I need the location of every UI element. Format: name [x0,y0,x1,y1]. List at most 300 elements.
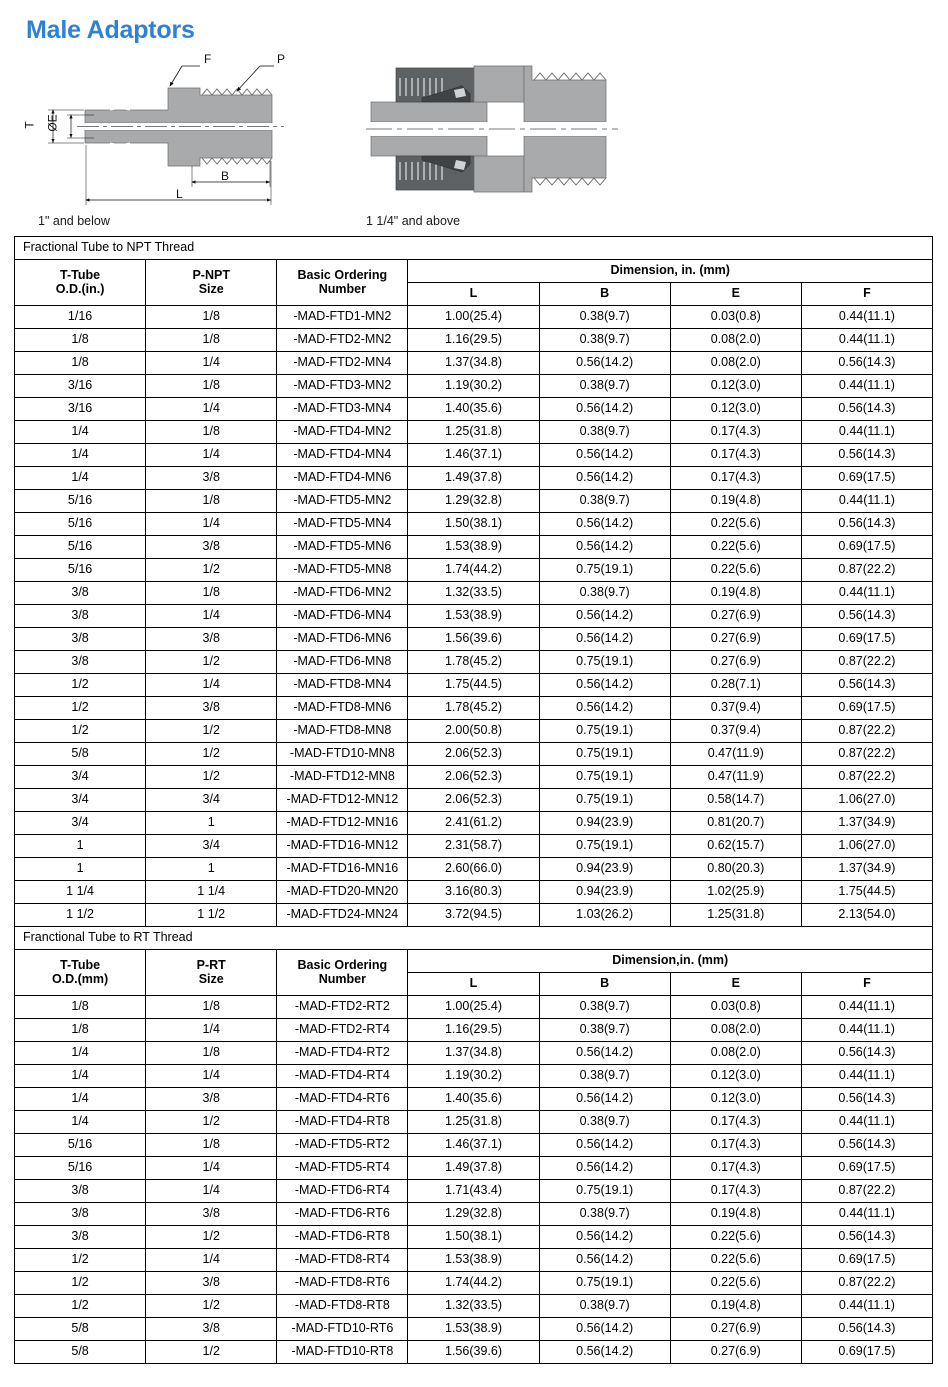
table-cell: 1.37(34.8) [408,1042,539,1065]
column-header-line2: O.D.(mm) [51,971,109,986]
section-title: Fractional Tube to NPT Thread [15,237,933,260]
column-header-line2: Size [198,971,224,986]
table-cell: 0.75(19.1) [539,789,670,812]
column-header-col0 [15,260,146,306]
table-cell: 1/4 [15,467,146,490]
table-cell: 1.46(37.1) [408,444,539,467]
table-cell: 0.56(14.2) [539,1249,670,1272]
table-cell: 3/8 [15,628,146,651]
table-cell: 1.56(39.6) [408,1341,539,1364]
table-cell: -MAD-FTD5-RT4 [277,1157,408,1180]
table-cell: -MAD-FTD5-MN4 [277,513,408,536]
table-cell: 1.06(27.0) [801,835,932,858]
table-row [15,1226,933,1249]
table-cell: 1/4 [146,1157,277,1180]
column-header-line2: Number [318,281,366,296]
table-cell: 1.03(26.2) [539,904,670,927]
table-cell: 3/4 [15,812,146,835]
table-row [15,490,933,513]
table-cell: 1.25(31.8) [408,421,539,444]
column-header-col0 [15,950,146,996]
drawing-label-f: F [204,52,212,66]
table-cell: -MAD-FTD12-MN16 [277,812,408,835]
table-cell: 0.08(2.0) [670,1042,801,1065]
table-cell: 1.32(33.5) [408,582,539,605]
table-cell: 0.38(9.7) [539,375,670,398]
table-cell: 1/4 [146,513,277,536]
column-header-col1 [146,950,277,996]
table-cell: 3/8 [15,1203,146,1226]
table-cell: 1.16(29.5) [408,1019,539,1042]
table-cell: 1.78(45.2) [408,651,539,674]
table-cell: 0.75(19.1) [539,559,670,582]
table-cell: 1/2 [146,743,277,766]
table-cell: 0.69(17.5) [801,697,932,720]
table-cell: 0.56(14.2) [539,352,670,375]
section-title: Franctional Tube to RT Thread [15,927,933,950]
table-cell: 0.56(14.2) [539,1157,670,1180]
column-header-line2: Number [318,971,366,986]
table-cell: 0.75(19.1) [539,1180,670,1203]
section-title-row [15,927,933,950]
table-cell: 0.22(5.6) [670,559,801,582]
table-cell: 1.40(35.6) [408,1088,539,1111]
table-row [15,306,933,329]
table-cell: 1/2 [146,1341,277,1364]
table-row [15,444,933,467]
table-cell: 5/16 [15,513,146,536]
table-cell: 1/4 [15,444,146,467]
table-cell: -MAD-FTD4-RT6 [277,1088,408,1111]
table-cell: 0.17(4.3) [670,467,801,490]
table-cell: 0.38(9.7) [539,421,670,444]
table-cell: -MAD-FTD10-RT8 [277,1341,408,1364]
table-cell: 0.47(11.9) [670,766,801,789]
table-cell: 1.75(44.5) [801,881,932,904]
table-cell: -MAD-FTD6-MN6 [277,628,408,651]
table-cell: 1.53(38.9) [408,1318,539,1341]
table-cell: 0.38(9.7) [539,1111,670,1134]
table-row [15,996,933,1019]
table-cell: 0.56(14.2) [539,444,670,467]
table-cell: 1/8 [146,375,277,398]
column-header-line1: Basic Ordering [297,958,388,973]
table-cell: 0.44(11.1) [801,1295,932,1318]
table-cell: 5/16 [15,490,146,513]
table-cell: 0.56(14.2) [539,1042,670,1065]
table-row [15,812,933,835]
table-cell: -MAD-FTD5-MN8 [277,559,408,582]
table-cell: -MAD-FTD5-MN2 [277,490,408,513]
table-cell: 0.56(14.3) [801,605,932,628]
table-cell: 1.37(34.9) [801,858,932,881]
table-cell: -MAD-FTD1-MN2 [277,306,408,329]
male-adaptor-drawing-large [366,50,626,210]
column-header-line1: P-RT [196,958,226,973]
table-row [15,513,933,536]
table-row [15,1295,933,1318]
table-row [15,766,933,789]
table-cell: 1/4 [15,421,146,444]
table-cell: 0.87(22.2) [801,766,932,789]
table-cell: 1/8 [146,582,277,605]
table-cell: 0.56(14.2) [539,1134,670,1157]
table-cell: 0.56(14.3) [801,444,932,467]
table-row [15,1203,933,1226]
table-cell: 0.75(19.1) [539,1272,670,1295]
table-cell: 3/8 [146,1318,277,1341]
table-cell: 0.56(14.2) [539,398,670,421]
table-cell: 0.75(19.1) [539,743,670,766]
table-cell: 2.06(52.3) [408,789,539,812]
table-cell: 2.06(52.3) [408,743,539,766]
table-cell: -MAD-FTD8-RT4 [277,1249,408,1272]
table-row [15,697,933,720]
table-cell: -MAD-FTD8-RT6 [277,1272,408,1295]
table-cell: 3/8 [146,1272,277,1295]
table-cell: 0.08(2.0) [670,1019,801,1042]
table-cell: 0.44(11.1) [801,1203,932,1226]
table-cell: 0.56(14.2) [539,536,670,559]
table-cell: -MAD-FTD8-MN6 [277,697,408,720]
table-cell: 0.75(19.1) [539,835,670,858]
table-row [15,904,933,927]
table-cell: 3/16 [15,398,146,421]
table-cell: 0.44(11.1) [801,306,932,329]
table-cell: 0.44(11.1) [801,582,932,605]
table-cell: 0.19(4.8) [670,1295,801,1318]
column-group-header-dimension: Dimension,in. (mm) [408,950,933,973]
table-cell: 0.56(14.2) [539,674,670,697]
table-cell: 0.56(14.3) [801,674,932,697]
table-cell: -MAD-FTD8-MN4 [277,674,408,697]
table-cell: -MAD-FTD4-RT2 [277,1042,408,1065]
table-row [15,1065,933,1088]
table-cell: 1.56(39.6) [408,628,539,651]
table-cell: 0.38(9.7) [539,996,670,1019]
column-header-dim-f: F [801,283,932,306]
table-cell: -MAD-FTD20-MN20 [277,881,408,904]
column-group-header-dimension: Dimension, in. (mm) [408,260,933,283]
section-title-row [15,237,933,260]
table-row [15,674,933,697]
table-cell: 0.56(14.2) [539,628,670,651]
table-cell: 1/8 [15,996,146,1019]
table-cell: 1/8 [146,490,277,513]
table-cell: 1.74(44.2) [408,1272,539,1295]
column-header-line1: T-Tube [60,958,101,973]
table-cell: 0.44(11.1) [801,490,932,513]
table-cell: -MAD-FTD2-MN4 [277,352,408,375]
table-cell: 0.56(14.2) [539,1226,670,1249]
column-header-dim-b: B [539,973,670,996]
table-cell: 0.38(9.7) [539,1295,670,1318]
table-cell: 1.06(27.0) [801,789,932,812]
table-cell: 2.00(50.8) [408,720,539,743]
table-cell: 1.37(34.9) [801,812,932,835]
table-cell: 1.19(30.2) [408,375,539,398]
table-cell: 1 1/4 [146,881,277,904]
column-header-line2: O.D.(in.) [55,281,105,296]
table-cell: 3/8 [146,697,277,720]
column-header-dim-l: L [408,973,539,996]
table-row [15,559,933,582]
table-cell: 1/8 [146,421,277,444]
table-cell: 0.56(14.3) [801,1042,932,1065]
table-cell: 0.87(22.2) [801,559,932,582]
drawing-label-e: ØE [45,114,60,132]
table-cell: 5/16 [15,1134,146,1157]
table-cell: 1/4 [146,674,277,697]
table-cell: -MAD-FTD5-RT2 [277,1134,408,1157]
table-cell: 1.53(38.9) [408,536,539,559]
column-header-line1: T-Tube [60,268,101,283]
table-cell: 0.38(9.7) [539,582,670,605]
table-cell: 1.40(35.6) [408,398,539,421]
table-cell: 0.38(9.7) [539,1065,670,1088]
table-cell: 0.37(9.4) [670,720,801,743]
table-cell: 3/16 [15,375,146,398]
table-cell: 1/4 [146,1065,277,1088]
table-row [15,1088,933,1111]
table-cell: 0.56(14.3) [801,1318,932,1341]
table-cell: 0.56(14.3) [801,352,932,375]
column-header-col2 [277,950,408,996]
table-cell: -MAD-FTD5-MN6 [277,536,408,559]
table-cell: 1/8 [146,1134,277,1157]
table-cell: 1 [15,858,146,881]
table-cell: 0.17(4.3) [670,1111,801,1134]
table-row [15,375,933,398]
table-cell: 0.17(4.3) [670,1157,801,1180]
table-row [15,1249,933,1272]
table-cell: 0.17(4.3) [670,1134,801,1157]
table-cell: 0.87(22.2) [801,1272,932,1295]
table-row [15,1180,933,1203]
table-cell: 1/2 [15,1249,146,1272]
table-cell: 0.19(4.8) [670,582,801,605]
table-cell: 1/16 [15,306,146,329]
table-cell: 1/2 [146,1111,277,1134]
table-cell: 0.12(3.0) [670,1088,801,1111]
table-cell: 0.69(17.5) [801,467,932,490]
table-cell: 0.94(23.9) [539,812,670,835]
table-cell: 1/8 [15,329,146,352]
table-cell: 5/16 [15,559,146,582]
table-cell: 1/4 [146,352,277,375]
column-header-dim-l: L [408,283,539,306]
table-cell: 0.44(11.1) [801,375,932,398]
table-row [15,1019,933,1042]
table-cell: 1.50(38.1) [408,1226,539,1249]
table-cell: 0.03(0.8) [670,996,801,1019]
table-cell: -MAD-FTD12-MN8 [277,766,408,789]
table-cell: -MAD-FTD6-MN8 [277,651,408,674]
table-cell: 1/2 [146,766,277,789]
table-cell: 0.75(19.1) [539,720,670,743]
table-cell: -MAD-FTD3-MN2 [277,375,408,398]
table-row [15,582,933,605]
table-cell: 3/8 [146,1088,277,1111]
table-cell: 0.17(4.3) [670,421,801,444]
table-cell: 0.62(15.7) [670,835,801,858]
table-cell: 3/4 [146,835,277,858]
table-cell: 0.56(14.2) [539,1341,670,1364]
table-cell: -MAD-FTD6-RT6 [277,1203,408,1226]
table-row [15,467,933,490]
table-cell: 0.19(4.8) [670,1203,801,1226]
column-header-dim-b: B [539,283,670,306]
table-cell: 0.28(7.1) [670,674,801,697]
table-cell: 0.75(19.1) [539,766,670,789]
table-cell: 5/16 [15,1157,146,1180]
table-cell: 0.80(20.3) [670,858,801,881]
table-cell: 0.56(14.2) [539,697,670,720]
table-cell: -MAD-FTD2-RT2 [277,996,408,1019]
table-cell: 1.25(31.8) [408,1111,539,1134]
table-cell: 0.37(9.4) [670,697,801,720]
table-cell: 0.56(14.2) [539,513,670,536]
table-cell: 1/8 [15,1019,146,1042]
table-cell: 5/8 [15,1318,146,1341]
table-cell: 0.69(17.5) [801,1249,932,1272]
table-row [15,858,933,881]
table-cell: 1/8 [146,306,277,329]
table-cell: 0.44(11.1) [801,1111,932,1134]
table-cell: 0.81(20.7) [670,812,801,835]
table-cell: 1/8 [146,329,277,352]
table-row [15,1341,933,1364]
table-cell: 0.27(6.9) [670,605,801,628]
table-cell: 1.49(37.8) [408,1157,539,1180]
table-cell: 1.49(37.8) [408,467,539,490]
table-cell: 1 1/4 [15,881,146,904]
drawing-caption-large: 1 1/4" and above [366,214,461,228]
table-cell: 0.12(3.0) [670,375,801,398]
table-cell: -MAD-FTD4-RT8 [277,1111,408,1134]
table-cell: 0.12(3.0) [670,398,801,421]
table-cell: 3/4 [15,789,146,812]
table-cell: 1 [15,835,146,858]
table-cell: 3/8 [15,1226,146,1249]
table-cell: 1.29(32.8) [408,490,539,513]
table-cell: 1/4 [15,1065,146,1088]
table-cell: 0.56(14.2) [539,1318,670,1341]
column-header-dim-e: E [670,283,801,306]
table-cell: 1/2 [15,1272,146,1295]
table-cell: 0.44(11.1) [801,329,932,352]
table-cell: 1/2 [146,720,277,743]
table-cell: 0.56(14.2) [539,605,670,628]
column-header-dim-e: E [670,973,801,996]
table-row [15,1318,933,1341]
table-cell: 0.27(6.9) [670,651,801,674]
table-cell: 1 1/2 [146,904,277,927]
table-row [15,398,933,421]
table-row [15,720,933,743]
table-row [15,1272,933,1295]
table-cell: 0.38(9.7) [539,1019,670,1042]
table-cell: 1/2 [146,651,277,674]
table-cell: 0.56(14.3) [801,1226,932,1249]
table-cell: 1.46(37.1) [408,1134,539,1157]
column-header-line2: Size [198,281,224,296]
table-cell: 0.69(17.5) [801,536,932,559]
table-cell: -MAD-FTD24-MN24 [277,904,408,927]
table-cell: 0.58(14.7) [670,789,801,812]
table-cell: 0.38(9.7) [539,306,670,329]
table-cell: 1/8 [146,1042,277,1065]
table-cell: 1.53(38.9) [408,1249,539,1272]
table-cell: 0.38(9.7) [539,329,670,352]
table-cell: 1.75(44.5) [408,674,539,697]
table-cell: 0.27(6.9) [670,1341,801,1364]
table-cell: 0.12(3.0) [670,1065,801,1088]
table-cell: 1.02(25.9) [670,881,801,904]
table-cell: 2.06(52.3) [408,766,539,789]
table-cell: 1/2 [15,720,146,743]
table-cell: 0.17(4.3) [670,444,801,467]
table-cell: 0.94(23.9) [539,881,670,904]
table-row [15,329,933,352]
table-cell: 0.56(14.3) [801,1088,932,1111]
column-header-col2 [277,260,408,306]
table-cell: -MAD-FTD4-MN6 [277,467,408,490]
table-cell: 1/4 [15,1111,146,1134]
table-cell: 0.56(14.3) [801,513,932,536]
column-header-line1: Basic Ordering [297,268,388,283]
table-cell: 3/8 [146,1203,277,1226]
table-cell: -MAD-FTD6-MN2 [277,582,408,605]
table-cell: 1/2 [15,697,146,720]
table-cell: 1/4 [146,444,277,467]
table-cell: 0.08(2.0) [670,352,801,375]
table-row [15,1157,933,1180]
table-cell: 0.27(6.9) [670,1318,801,1341]
drawings-area [0,48,948,234]
table-row [15,1134,933,1157]
table-cell: 3/8 [146,467,277,490]
table-cell: 1.25(31.8) [670,904,801,927]
table-cell: 1/4 [146,605,277,628]
table-cell: 0.27(6.9) [670,628,801,651]
table-header-row-primary [15,950,933,973]
table-cell: 0.56(14.2) [539,1088,670,1111]
table-cell: 0.47(11.9) [670,743,801,766]
table-cell: -MAD-FTD4-MN2 [277,421,408,444]
table-cell: 5/8 [15,1341,146,1364]
male-adaptor-drawing-small [22,48,352,213]
table-cell: 3/4 [146,789,277,812]
table-row [15,352,933,375]
table-cell: 1.19(30.2) [408,1065,539,1088]
table-row [15,1111,933,1134]
table-cell: 0.94(23.9) [539,858,670,881]
table-cell: 1.50(38.1) [408,513,539,536]
table-cell: -MAD-FTD8-RT8 [277,1295,408,1318]
column-header-dim-f: F [801,973,932,996]
table-cell: 3/8 [146,536,277,559]
table-cell: 0.22(5.6) [670,1272,801,1295]
table-cell: 1/2 [146,1226,277,1249]
table-cell: -MAD-FTD8-MN8 [277,720,408,743]
table-cell: 3/8 [15,582,146,605]
table-cell: -MAD-FTD2-RT4 [277,1019,408,1042]
table-cell: 1/4 [146,1180,277,1203]
table-row [15,421,933,444]
table-cell: -MAD-FTD16-MN12 [277,835,408,858]
table-cell: 0.44(11.1) [801,1065,932,1088]
